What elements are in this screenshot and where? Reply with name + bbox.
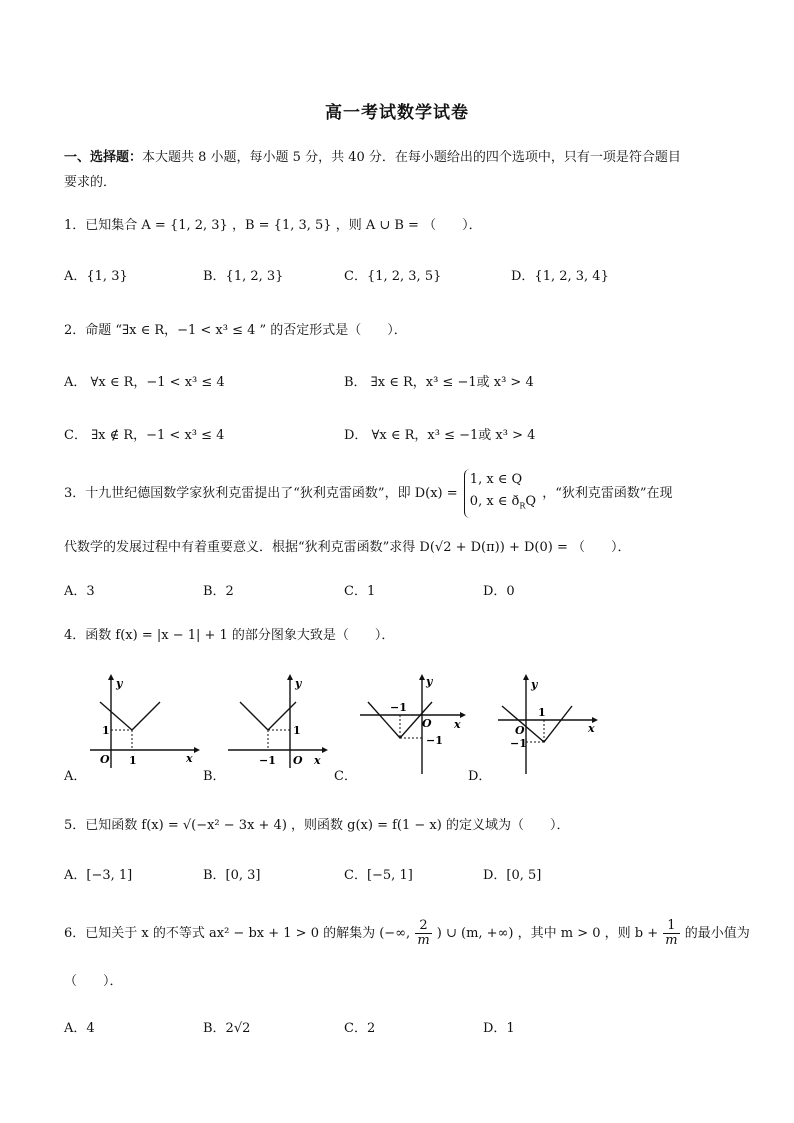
section-text-1: 本大题共 8 小题，每小题 5 分，共 40 分．在每小题给出的四个选项中，只有一项是符合题目 xyxy=(142,150,681,165)
page-title: 高一考试数学试卷 xyxy=(325,103,469,123)
q1-stem: 1．已知集合 A = {1, 2, 3} ，B = {1, 3, 5} ，则 A ∪ B = （ ）． xyxy=(64,218,482,233)
q4-stem: 4．函数 f(x) = |x − 1| + 1 的部分图象大致是（ ）． xyxy=(64,628,395,643)
q2-option-d[interactable]: D． ∀x ∈ R，x³ ≤ −1或 x³ > 4 xyxy=(344,428,536,443)
q4-graph-c xyxy=(360,672,470,776)
q3-func: D(x) = xyxy=(414,485,458,501)
q4-graph-d xyxy=(498,672,602,776)
q6-fraction-2-over-m xyxy=(415,919,431,948)
q5-stem: 5．已知函数 f(x) = √(−x² − 3x + 4) ，则函数 g(x) = f(1 − x) 的定义域为（ ）． xyxy=(64,818,570,833)
origin-label: O xyxy=(293,754,303,767)
origin-label: O xyxy=(100,753,110,766)
y-axis-arrow xyxy=(419,674,425,680)
q5-option-b[interactable]: B．[0, 3] xyxy=(203,868,261,883)
q6-frac2-den: m xyxy=(665,933,678,948)
q5-option-d[interactable]: D．[0, 5] xyxy=(483,868,542,883)
y-axis-arrow xyxy=(287,674,293,680)
q3-case1: 1, x ∈ Q xyxy=(469,472,523,487)
q3-stem-line1 xyxy=(64,469,673,518)
q3-case2 xyxy=(470,491,536,518)
y-axis-arrow xyxy=(523,674,529,680)
q4-option-d[interactable]: D． xyxy=(468,769,492,784)
q2-option-c[interactable]: C． ∃x ∉ R，−1 < x³ ≤ 4 xyxy=(64,428,225,443)
q5-option-a[interactable]: A．[−3, 1] xyxy=(64,868,133,883)
q1-option-b[interactable]: B．{1, 2, 3} xyxy=(203,269,284,284)
q6-stem-b: 的最小值为 xyxy=(684,926,750,941)
q6-interval-b: ) ∪ (m, +∞) ，其中 m > 0 ，则 b + xyxy=(436,926,659,941)
x-label: x xyxy=(186,752,193,765)
q6-frac-num: 2 xyxy=(415,919,431,934)
tick-y-label: −1 xyxy=(426,734,443,747)
q5-option-c[interactable]: C．[−5, 1] xyxy=(344,868,413,883)
q2-option-a[interactable]: A． ∀x ∈ R，−1 < x³ ≤ 4 xyxy=(64,375,225,390)
x-axis-arrow xyxy=(460,712,466,718)
q3-option-b[interactable]: B．2 xyxy=(203,584,234,599)
section-text-2: 要求的． xyxy=(64,175,117,190)
q3-option-c[interactable]: C．1 xyxy=(344,584,376,599)
tick-y-label: 1 xyxy=(102,724,110,737)
q3-stem-c: 代数学的发展过程中有着重要意义．根据“狄利克雷函数”求得 D(√2 + D(π)) + D(0) = （ ）． xyxy=(64,540,631,555)
q3-stem-b: ，“狄利克雷函数”在现 xyxy=(542,485,673,501)
q1-option-d[interactable]: D．{1, 2, 3, 4} xyxy=(511,269,609,284)
y-label: y xyxy=(116,677,123,690)
q3-case2-main: 0, x ∈ ð xyxy=(469,494,520,509)
y-label: y xyxy=(426,675,433,688)
q3-option-d[interactable]: D．0 xyxy=(483,584,515,599)
q4-option-c[interactable]: C． xyxy=(334,769,357,784)
q2-stem: 2．命题 “∃x ∈ R，−1 < x³ ≤ 4 ” 的否定形式是（ ）． xyxy=(64,323,407,338)
origin-label: O xyxy=(422,717,432,730)
q3-case2-end: Q xyxy=(525,494,537,509)
q4-option-a[interactable]: A． xyxy=(64,769,87,784)
y-label: y xyxy=(295,677,302,690)
q4-option-b[interactable]: B． xyxy=(203,769,226,784)
q3-stem-a: 3．十九世纪德国数学家狄利克雷提出了“狄利克雷函数”，即 xyxy=(64,485,411,501)
q6-frac-den: m xyxy=(417,933,430,948)
tick-x-label: 1 xyxy=(129,754,137,767)
q1-option-c[interactable]: C．{1, 2, 3, 5} xyxy=(344,269,442,284)
q3-piecewise xyxy=(464,469,536,518)
q4-graph-a xyxy=(90,672,200,772)
x-axis-arrow xyxy=(194,747,200,753)
q6-stem-line1 xyxy=(64,919,750,948)
x-axis-arrow xyxy=(322,747,328,753)
q6-stem-c: （ ）． xyxy=(64,974,123,989)
x-label: x xyxy=(314,754,321,767)
tick-x-label: −1 xyxy=(259,754,276,767)
q4-graph-b xyxy=(228,672,328,772)
x-label: x xyxy=(454,718,461,731)
q6-frac2-num: 1 xyxy=(663,919,679,934)
q3-case2-sub: R xyxy=(519,501,526,511)
q6-fraction-1-over-m xyxy=(663,919,679,948)
q3-option-a[interactable]: A．3 xyxy=(64,584,95,599)
q6-interval-a: (−∞, xyxy=(379,926,411,941)
q6-option-d[interactable]: D．1 xyxy=(483,1021,515,1036)
y-axis-arrow xyxy=(108,674,114,680)
origin-label: O xyxy=(515,724,525,737)
tick-x-label: −1 xyxy=(390,701,407,714)
q6-stem-a: 6．已知关于 x 的不等式 ax² − bx + 1 > 0 的解集为 xyxy=(64,926,376,941)
q6-option-b[interactable]: B．2√2 xyxy=(203,1021,251,1036)
q2-option-b[interactable]: B． ∃x ∈ R，x³ ≤ −1或 x³ > 4 xyxy=(344,375,534,390)
section-intro xyxy=(64,146,681,165)
x-label: x xyxy=(588,722,595,735)
y-label: y xyxy=(531,678,538,691)
q1-option-a[interactable]: A．{1, 3} xyxy=(64,269,128,284)
q6-option-c[interactable]: C．2 xyxy=(344,1021,376,1036)
tick-y-label: 1 xyxy=(293,724,301,737)
graph-curve xyxy=(240,702,296,730)
tick-x-label: 1 xyxy=(538,706,546,719)
section-heading: 一、选择题： xyxy=(64,150,143,165)
q6-option-a[interactable]: A．4 xyxy=(64,1021,95,1036)
tick-y-label: −1 xyxy=(510,737,527,750)
